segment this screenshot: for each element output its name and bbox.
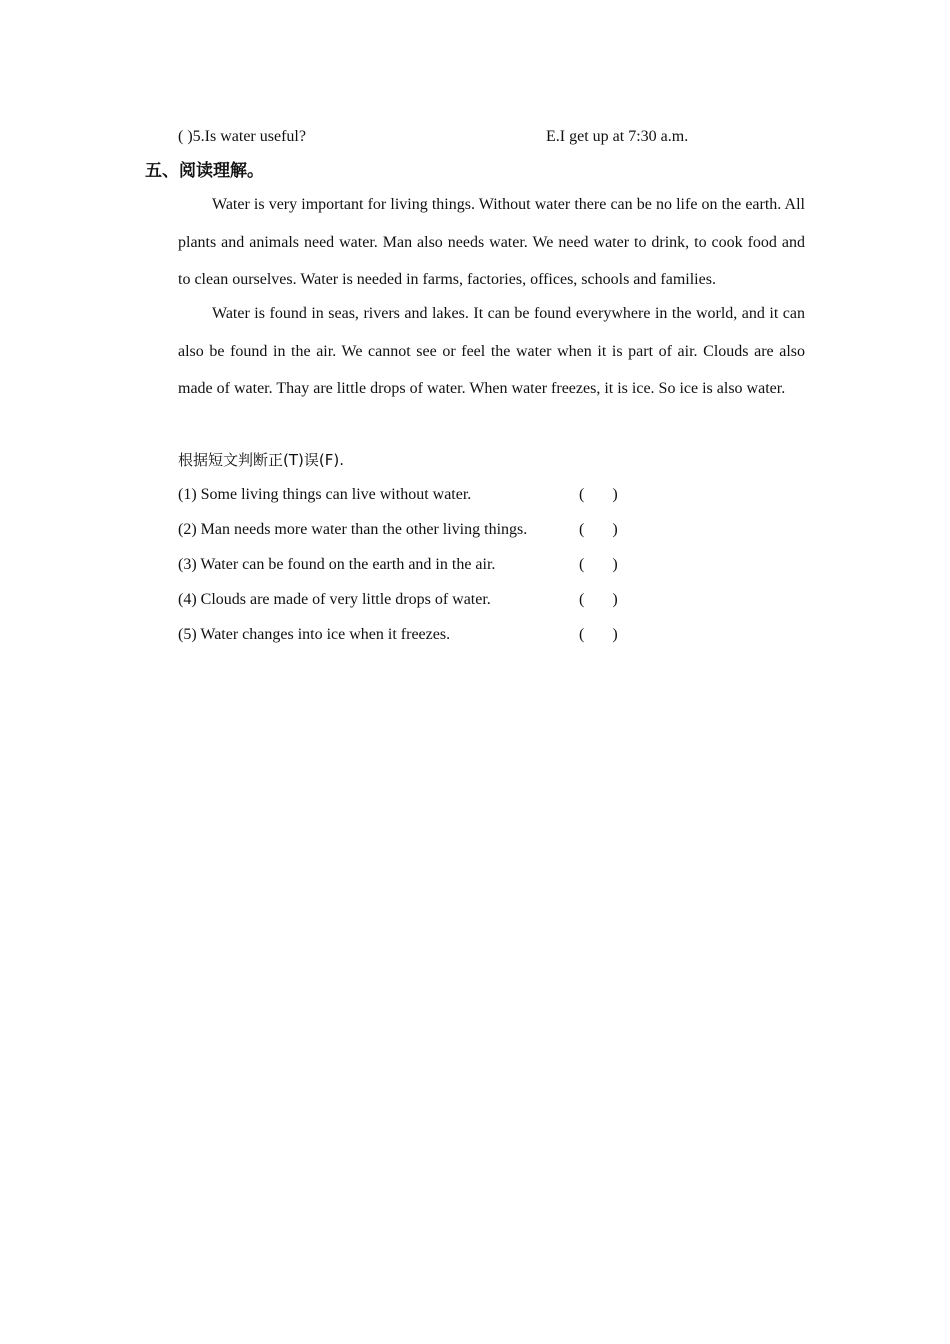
matching-answer-e: E.I get up at 7:30 a.m.	[546, 128, 689, 145]
answer-blank[interactable]: ( )	[579, 486, 618, 503]
question-row	[178, 485, 638, 505]
section-title: 五、阅读理解。	[145, 161, 264, 181]
answer-blank[interactable]: ( )	[579, 591, 618, 608]
question-row	[178, 625, 638, 645]
answer-blank[interactable]: ( )	[579, 556, 618, 573]
question-text: (4) Clouds are made of very little drops of water.	[178, 591, 491, 608]
question-text: (3) Water can be found on the earth and in the air.	[178, 556, 496, 573]
passage-paragraph-1: Water is very important for living things. Without water there can be no life on the earth. All plants and animals need water. Man also needs water. We need water to drink, to cook food and to clean ourselves. Water is needed in farms, factories, offices, schools and families.	[178, 196, 805, 288]
passage-paragraph-2: Water is found in seas, rivers and lakes. It can be found everywhere in the world, and it can also be found in the air. We cannot see or feel the water when it is part of air. Clouds are also made of water. Thay are little drops of water. When water freezes, it is ice. So ice is also water.	[178, 305, 805, 397]
question-text: (1) Some living things can live without water.	[178, 486, 472, 503]
instruction-text: 根据短文判断正(T)误(F).	[178, 451, 344, 469]
answer-blank[interactable]: ( )	[579, 521, 618, 538]
question-row	[178, 590, 638, 610]
question-text: (5) Water changes into ice when it freezes.	[178, 626, 451, 643]
question-row	[178, 555, 638, 575]
matching-question-5: ( )5.Is water useful?	[178, 128, 306, 145]
question-row	[178, 520, 638, 540]
question-text: (2) Man needs more water than the other living things.	[178, 521, 528, 538]
answer-blank[interactable]: ( )	[579, 626, 618, 643]
